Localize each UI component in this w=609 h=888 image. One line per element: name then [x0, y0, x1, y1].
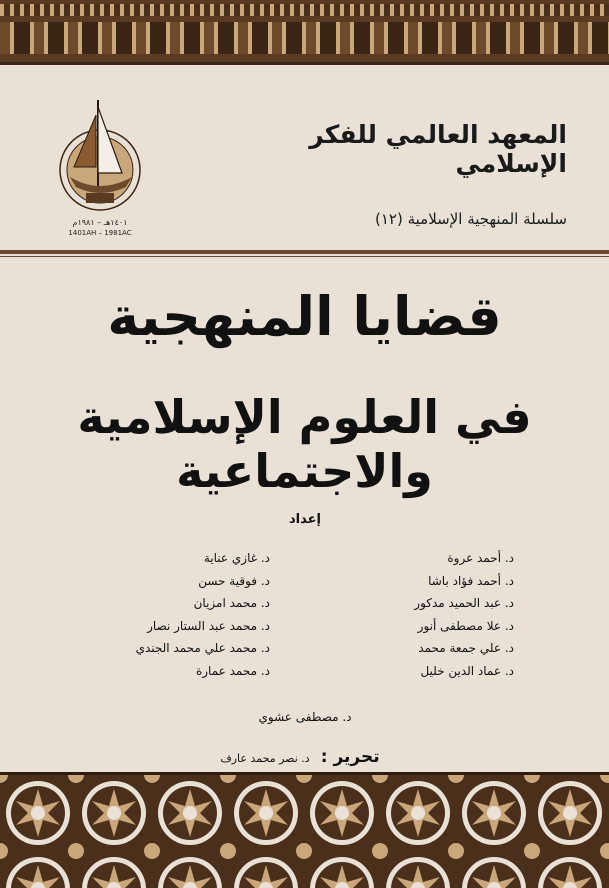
author-name: د. علا مصطفى أنور	[417, 618, 514, 633]
header-divider-thin	[0, 256, 609, 257]
editor-label: تحرير :	[320, 747, 380, 767]
top-ornamental-border	[0, 0, 609, 65]
editor-line	[180, 747, 420, 767]
author-name: د. محمد عمارة	[195, 663, 270, 678]
top-border-pattern-band	[0, 22, 609, 54]
logo-year-arabic: ١٤٠١هـ – ١٩٨١م	[72, 218, 128, 227]
top-border-thin-band	[0, 4, 609, 16]
series-name: سلسلة المنهجية الإسلامية (١٢)	[374, 210, 567, 228]
bottom-ornamental-border	[0, 772, 609, 888]
header-divider	[0, 250, 609, 254]
authors-left-column	[95, 551, 270, 687]
institute-logo-seal	[40, 95, 160, 220]
book-title-line2: في العلوم الإسلامية والاجتماعية	[77, 390, 532, 498]
author-name: د. عبد الحميد مدكور	[414, 596, 514, 611]
author-name: د. فوقية حسن	[198, 573, 270, 588]
author-name: د. غازي عناية	[203, 551, 270, 565]
author-name: د. محمد علي محمد الجندي	[135, 641, 270, 656]
authors-right-column	[314, 551, 514, 687]
author-name: د. أحمد فؤاد باشا	[428, 573, 514, 588]
geometric-star-pattern	[0, 775, 609, 888]
author-name: د. أحمد عروة	[447, 551, 514, 565]
institute-name: المعهد العالمي للفكر الإسلامي	[309, 120, 567, 178]
prepared-by-label: إعداد	[289, 512, 321, 527]
author-name: د. محمد امزيان	[193, 596, 270, 611]
book-title-line1: قضايا المنهجية	[107, 285, 502, 348]
author-name: د. عماد الدين خليل	[420, 663, 514, 678]
editor-name: د. نصر محمد عارف	[220, 752, 310, 765]
logo-year-latin: 1401AH – 1981AC	[68, 229, 132, 237]
author-name: د. علي جمعة محمد	[418, 641, 514, 656]
author-name: د. محمد عبد الستار نصار	[147, 618, 270, 633]
author-center: د. مصطفى عشوي	[258, 710, 352, 724]
